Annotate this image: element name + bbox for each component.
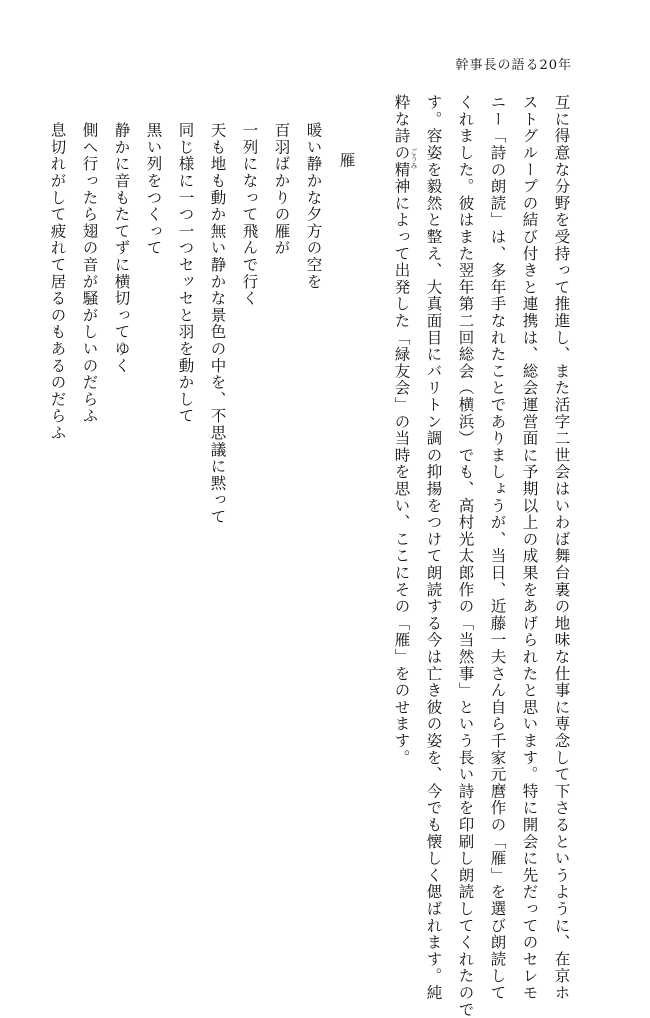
- poem-line-8: 側へ行ったら翅の音が騒がしいのだらふ: [80, 122, 99, 425]
- prose-column-4: くれました。彼はまた翌年第二回総会（横浜）でも、高村光太郎作の「当然事」という長い詩を印刷し朗読してくれたので: [456, 94, 475, 1018]
- poem-line-5: 同じ様に一つ一つセッセと羽を動かして: [176, 122, 195, 425]
- poem-line-4: 天も地も動か無い静かな景色の中を、不思議に黙って: [208, 122, 227, 526]
- prose-column-3: ニー「詩の朗読」は、多年手なれたことでありましょうが、当日、近藤一夫さん自ら千家元麿作の「雁」を選び朗読して: [488, 94, 507, 1002]
- ruby-reading: ごうみ: [410, 148, 418, 169]
- prose-column-5: す。容姿を毅然と整え、大真面目にバリトン調の抑揚をつけて朗読する今は亡き彼の姿を、今でも懐しく偲ばれます。純: [424, 94, 443, 1002]
- prose-column-6: 粋な詩の精神によって出発した「緑友会」の当時を思い、ここにその「雁」をのせます。: [392, 94, 411, 766]
- poem-line-9: 息切れがして疲れて居るのもあるのだらふ: [48, 122, 67, 442]
- prose-column-1: 互に得意な分野を受持って推進し、また活字二世会はいわば舞台裏の地味な仕事に専念して下さるというように、在京ホ: [552, 94, 571, 1002]
- poem-line-1: 暖い静かな夕方の空を: [304, 122, 323, 290]
- poem-line-2: 百羽ばかりの雁が: [272, 122, 291, 257]
- poem-line-7: 静かに音もたてずに横切ってゆく: [112, 122, 131, 374]
- running-header: 幹事長の語る20年: [455, 58, 572, 73]
- poem-title: 雁: [337, 152, 356, 169]
- poem-line-3: 一列になって飛んで行く: [240, 122, 259, 307]
- prose-column-2: ストグループの結び付きと連携は、総会運営面に予期以上の成果をあげられたと思います。特に開会に先だってのセレモ: [520, 94, 539, 1002]
- poem-line-6: 黒い列をつくって: [144, 122, 163, 257]
